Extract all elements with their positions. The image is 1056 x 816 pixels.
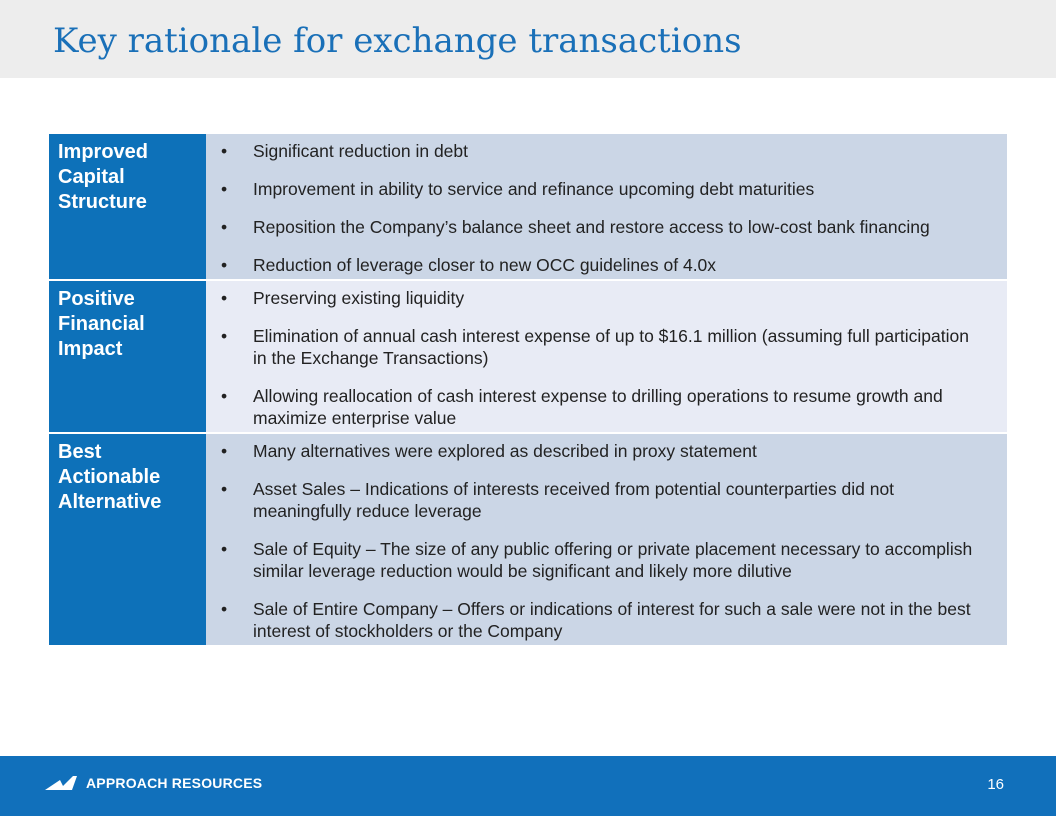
- bullet-item: • Asset Sales – Indications of interests received from potential counterparties did not meaningfully reduce leverage: [218, 478, 987, 522]
- row-content: [206, 434, 1007, 645]
- row-label-line: Best: [58, 441, 102, 463]
- row-content: [206, 281, 1007, 432]
- table-row-capital-structure: [49, 134, 1007, 279]
- approach-logo-icon: [45, 776, 77, 790]
- row-label-line: Alternative: [58, 491, 162, 513]
- row-label: [49, 134, 206, 279]
- bullet-item: • Improvement in ability to service and refinance upcoming debt maturities: [218, 178, 987, 200]
- row-label-line: Structure: [58, 191, 147, 213]
- row-content: [206, 134, 1007, 279]
- company-name: APPROACH RESOURCES: [86, 775, 263, 791]
- bullet-item: • Reduction of leverage closer to new OCC guidelines of 4.0x: [218, 254, 987, 276]
- bullet-item: • Allowing reallocation of cash interest expense to drilling operations to resume growth and maximize enterprise value: [218, 385, 987, 429]
- bullet-item: • Many alternatives were explored as described in proxy statement: [218, 440, 987, 462]
- footer-bar: [0, 756, 1056, 816]
- row-label-line: Improved: [58, 141, 149, 163]
- bullet-item: • Sale of Entire Company – Offers or indications of interest for such a sale were not in the best interest of stockholders or the Company: [218, 598, 987, 642]
- table-row-best-alternative: [49, 434, 1007, 645]
- row-label-line: Positive: [58, 288, 135, 310]
- row-label-line: Actionable: [58, 466, 161, 488]
- bullet-item: • Significant reduction in debt: [218, 140, 987, 162]
- table-row-financial-impact: [49, 281, 1007, 432]
- page-title: Key rationale for exchange transactions: [53, 21, 742, 61]
- row-label: [49, 281, 206, 432]
- row-label-line: Capital: [58, 166, 125, 188]
- bullet-item: • Preserving existing liquidity: [218, 287, 987, 309]
- row-label-line: Impact: [58, 338, 123, 360]
- row-label: [49, 434, 206, 645]
- bullet-item: • Elimination of annual cash interest expense of up to $16.1 million (assuming full participation in the Exchange Transactions): [218, 325, 987, 369]
- rationale-table: [49, 134, 1007, 645]
- page-number: 16: [987, 776, 1004, 793]
- bullet-item: • Reposition the Company’s balance sheet and restore access to low-cost bank financing: [218, 216, 987, 238]
- row-label-line: Financial: [58, 313, 145, 335]
- bullet-item: • Sale of Equity – The size of any public offering or private placement necessary to accomplish similar leverage reduction would be significant and likely more dilutive: [218, 538, 987, 582]
- header-bar: [0, 0, 1056, 78]
